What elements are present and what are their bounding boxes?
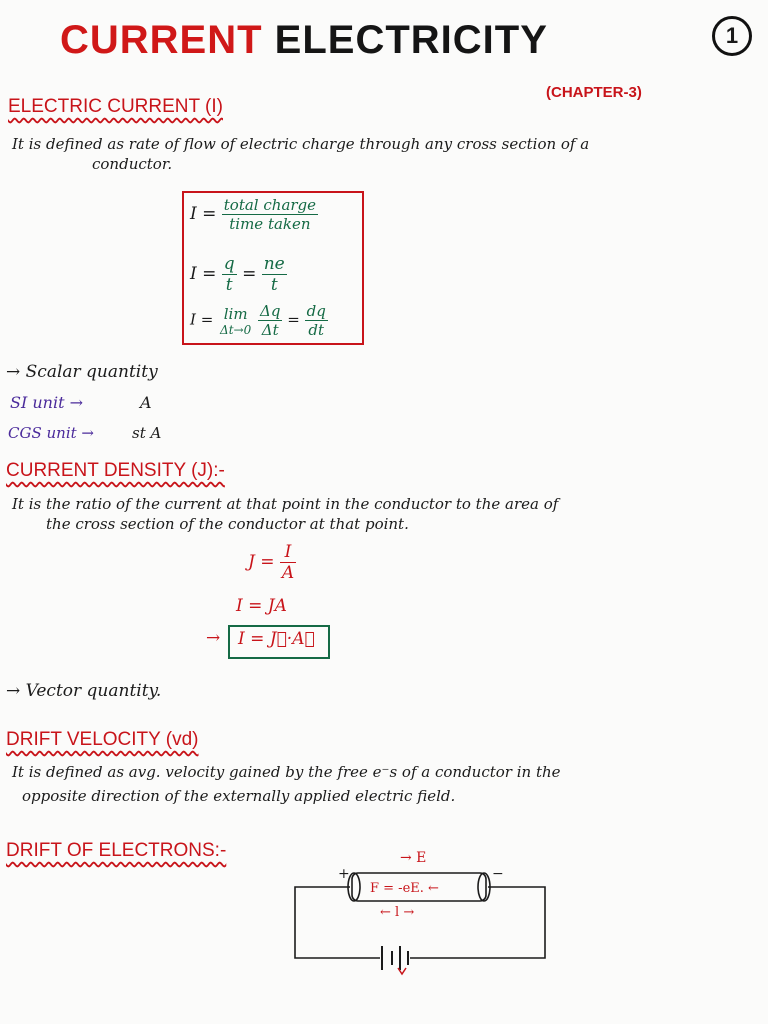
cd-definition-line1: It is the ratio of the current at that point in the conductor to the area of bbox=[12, 495, 559, 513]
heading-drift-electrons: DRIFT OF ELECTRONS:- bbox=[6, 840, 227, 861]
ec-eq3 bbox=[190, 302, 328, 339]
ec-eq2-frac1 bbox=[222, 254, 237, 295]
heading-drift-velocity: DRIFT VELOCITY (vd) bbox=[6, 729, 199, 750]
ec-eq3-lim-sub: Δt→0 bbox=[220, 322, 252, 337]
ec-eq2-eq: = bbox=[242, 264, 257, 284]
cd-eq1-den: A bbox=[281, 563, 295, 583]
heading-electric-current: ELECTRIC CURRENT (I) bbox=[8, 96, 223, 117]
label-plus: + bbox=[338, 866, 350, 882]
title-part1: CURRENT bbox=[60, 18, 263, 62]
ec-eq3-lim-word: lim bbox=[223, 304, 248, 323]
drift-circuit-diagram bbox=[280, 840, 570, 980]
page-title bbox=[60, 18, 548, 63]
cd-eq2: I = JA bbox=[236, 596, 287, 616]
cd-eq1-lhs: J = bbox=[248, 552, 275, 572]
dv-definition-line2: opposite direction of the externally applied electric field. bbox=[22, 787, 456, 805]
ec-eq3-num2: dq bbox=[306, 302, 326, 320]
ec-eq2-den2: t bbox=[270, 275, 278, 295]
cgs-unit-value: st A bbox=[132, 424, 162, 442]
ec-eq3-lim bbox=[218, 305, 253, 337]
dv-definition-line1: It is defined as avg. velocity gained by the free e⁻s of a conductor in the bbox=[12, 763, 561, 781]
chapter-label: (CHAPTER-3) bbox=[546, 84, 642, 101]
heading-current-density: CURRENT DENSITY (J):- bbox=[6, 460, 225, 481]
ec-eq1-num: total charge bbox=[223, 196, 317, 214]
cd-eq1-num: I bbox=[280, 542, 296, 563]
battery-marker-icon bbox=[398, 968, 406, 974]
ec-eq3-lhs: I = bbox=[190, 310, 214, 329]
label-minus: − bbox=[492, 866, 504, 882]
label-length: ← l → bbox=[380, 905, 415, 920]
cd-eq3-arrow: → bbox=[206, 628, 221, 648]
ec-eq3-frac1 bbox=[258, 302, 282, 339]
ec-eq2-den1: t bbox=[225, 275, 233, 295]
ec-eq1-fraction bbox=[222, 196, 318, 233]
label-force: F = -eE. ← bbox=[370, 881, 439, 896]
ec-eq3-frac2 bbox=[305, 302, 328, 339]
cd-note-vector: → Vector quantity. bbox=[6, 681, 162, 701]
ec-note-scalar: → Scalar quantity bbox=[6, 362, 158, 382]
ec-eq2-num1: q bbox=[223, 254, 235, 274]
ec-eq2 bbox=[190, 254, 287, 295]
si-unit-value: A bbox=[140, 393, 152, 412]
circuit-wire-left bbox=[295, 887, 380, 958]
ec-definition-line1: It is defined as rate of flow of electric charge through any cross section of a bbox=[12, 135, 590, 153]
ec-definition-line2: conductor. bbox=[92, 155, 173, 173]
ec-eq1-den: time taken bbox=[229, 215, 311, 233]
page-number: 1 bbox=[712, 16, 752, 56]
ec-eq2-lhs: I = bbox=[190, 264, 217, 284]
ec-eq2-num2: ne bbox=[263, 254, 285, 274]
title-part2: ELECTRICITY bbox=[274, 18, 548, 62]
cd-eq1 bbox=[248, 542, 296, 583]
ec-eq2-frac2 bbox=[262, 254, 287, 295]
ec-eq1-lhs: I = bbox=[190, 204, 217, 224]
circuit-wire-right bbox=[410, 887, 545, 958]
si-unit-label: SI unit → bbox=[10, 393, 84, 412]
label-electric-field: → E bbox=[400, 850, 427, 866]
ec-eq3-eq: = bbox=[287, 310, 300, 329]
ec-eq1 bbox=[190, 196, 318, 233]
cgs-unit-label: CGS unit → bbox=[8, 424, 94, 442]
ec-eq3-den2: dt bbox=[308, 321, 325, 339]
ec-eq3-num1: Δq bbox=[260, 302, 281, 320]
cd-eq3: I = J⃗·A⃗ bbox=[238, 629, 315, 649]
cd-eq1-frac bbox=[280, 542, 296, 583]
ec-eq3-den1: Δt bbox=[261, 321, 279, 339]
cd-definition-line2: the cross section of the conductor at that point. bbox=[46, 515, 409, 533]
